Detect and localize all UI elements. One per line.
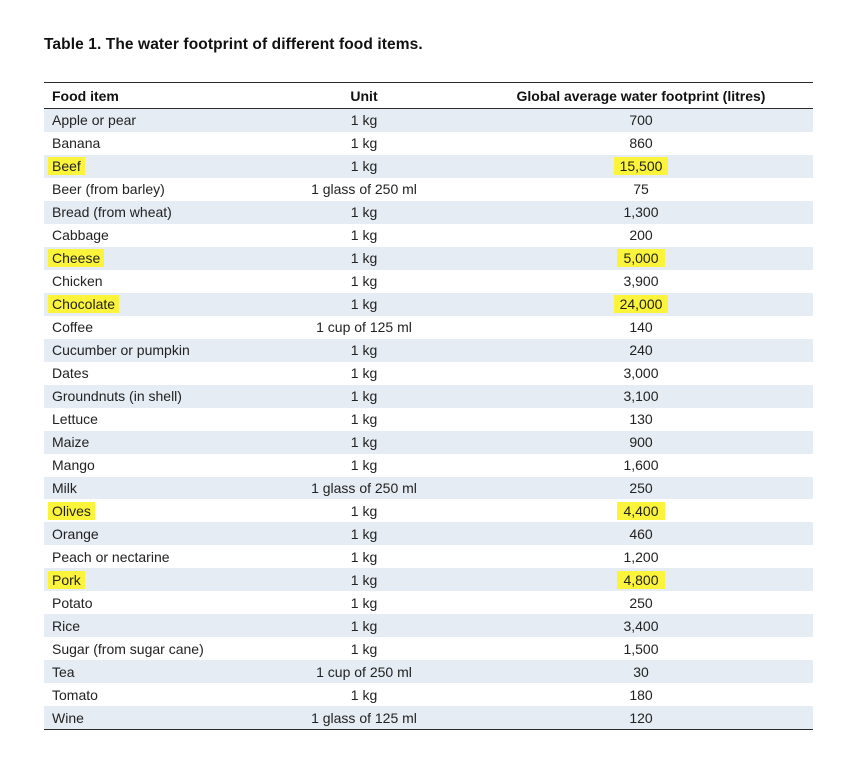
water-footprint-cell: [469, 227, 813, 243]
water-footprint-value: 240: [629, 342, 653, 359]
food-item-text: Groundnuts (in shell): [52, 388, 182, 405]
food-item-cell: [44, 549, 259, 565]
water-footprint-value: 900: [629, 434, 653, 451]
water-footprint-cell: [469, 572, 813, 588]
table-row: [44, 270, 813, 293]
table-row: [44, 499, 813, 522]
water-footprint-cell: [469, 388, 813, 404]
table-row: [44, 201, 813, 224]
food-item-text: Beef: [48, 157, 85, 175]
water-footprint-value: 1,300: [623, 204, 659, 221]
unit-cell: 1 glass of 250 ml: [311, 181, 417, 198]
water-footprint-cell: [469, 112, 813, 128]
table-row: [44, 477, 813, 500]
unit-cell: 1 kg: [350, 112, 378, 129]
table-row: [44, 293, 813, 316]
food-item-cell: [44, 365, 259, 381]
unit-cell: 1 glass of 250 ml: [311, 479, 417, 496]
water-footprint-value: 130: [629, 411, 653, 428]
water-footprint-value: 3,900: [623, 273, 659, 290]
unit-cell: 1 kg: [350, 617, 378, 634]
table-row: [44, 591, 813, 614]
water-footprint-value: 200: [629, 227, 653, 244]
water-footprint-value: 5,000: [617, 249, 664, 267]
water-footprint-value: 3,400: [623, 617, 659, 634]
food-item-text: Tomato: [52, 686, 98, 703]
food-item-text: Cucumber or pumpkin: [52, 342, 190, 359]
food-item-cell: [44, 503, 259, 519]
water-footprint-value: 3,000: [623, 365, 659, 382]
unit-cell: 1 kg: [350, 365, 378, 382]
water-footprint-cell: [469, 135, 813, 151]
food-item-cell: [44, 296, 259, 312]
table-row: [44, 316, 813, 339]
water-footprint-cell: [469, 687, 813, 703]
unit-cell: 1 kg: [350, 525, 378, 542]
food-item-text: Wine: [52, 709, 84, 726]
food-item-cell: [44, 618, 259, 634]
table-row: [44, 431, 813, 454]
water-footprint-cell: [469, 457, 813, 473]
header-water-footprint: Global average water footprint (litres): [516, 87, 766, 104]
water-footprint-value: 140: [629, 319, 653, 336]
unit-cell: 1 kg: [350, 548, 378, 565]
food-item-cell: [44, 112, 259, 128]
food-item-text: Pork: [48, 571, 85, 589]
water-footprint-value: 4,400: [617, 502, 664, 520]
unit-cell: 1 cup of 250 ml: [316, 663, 412, 680]
water-footprint-cell: [469, 365, 813, 381]
food-item-cell: [44, 664, 259, 680]
food-item-text: Milk: [52, 479, 77, 496]
food-item-text: Orange: [52, 525, 99, 542]
food-item-cell: [44, 181, 259, 197]
food-item-text: Rice: [52, 617, 81, 634]
food-item-cell: [44, 710, 259, 726]
water-footprint-cell: [469, 618, 813, 634]
food-item-text: Cabbage: [52, 227, 109, 244]
water-footprint-cell: [469, 296, 813, 312]
food-item-text: Mango: [52, 457, 95, 474]
table-row: [44, 385, 813, 408]
water-footprint-cell: [469, 158, 813, 174]
water-footprint-value: 3,100: [623, 388, 659, 405]
water-footprint-value: 860: [629, 135, 653, 152]
food-item-cell: [44, 204, 259, 220]
unit-cell: 1 kg: [350, 296, 378, 313]
water-footprint-cell: [469, 181, 813, 197]
table-row: [44, 155, 813, 178]
table-row: [44, 660, 813, 683]
food-item-text: Maize: [52, 434, 90, 451]
food-item-cell: [44, 250, 259, 266]
food-item-text: Dates: [52, 365, 89, 382]
food-item-text: Olives: [48, 502, 95, 520]
food-item-cell: [44, 273, 259, 289]
food-item-cell: [44, 572, 259, 588]
food-item-text: Tea: [52, 663, 75, 680]
unit-cell: 1 kg: [350, 640, 378, 657]
water-footprint-cell: [469, 342, 813, 358]
water-footprint-cell: [469, 664, 813, 680]
water-footprint-value: 24,000: [614, 295, 669, 313]
food-item-cell: [44, 319, 259, 335]
unit-cell: 1 kg: [350, 204, 378, 221]
food-item-cell: [44, 434, 259, 450]
unit-cell: 1 kg: [350, 594, 378, 611]
food-item-text: Coffee: [52, 319, 93, 336]
water-footprint-cell: [469, 319, 813, 335]
water-footprint-table: [44, 82, 813, 730]
table-row: [44, 247, 813, 270]
unit-cell: 1 kg: [350, 227, 378, 244]
water-footprint-value: 700: [629, 112, 653, 129]
water-footprint-value: 4,800: [617, 571, 664, 589]
unit-cell: 1 kg: [350, 502, 378, 519]
food-item-text: Lettuce: [52, 411, 98, 428]
food-item-cell: [44, 135, 259, 151]
water-footprint-value: 30: [633, 663, 649, 680]
table-row: [44, 339, 813, 362]
water-footprint-value: 1,500: [623, 640, 659, 657]
water-footprint-cell: [469, 480, 813, 496]
table-row: [44, 224, 813, 247]
unit-cell: 1 kg: [350, 250, 378, 267]
table-row: [44, 614, 813, 637]
water-footprint-cell: [469, 595, 813, 611]
header-unit: Unit: [350, 87, 378, 104]
water-footprint-cell: [469, 549, 813, 565]
food-item-cell: [44, 526, 259, 542]
water-footprint-cell: [469, 503, 813, 519]
food-item-text: Potato: [52, 594, 93, 611]
food-item-text: Chocolate: [48, 295, 119, 313]
food-item-text: Beer (from barley): [52, 181, 165, 198]
unit-cell: 1 kg: [350, 571, 378, 588]
table-row: [44, 637, 813, 660]
unit-cell: 1 kg: [350, 388, 378, 405]
unit-cell: 1 kg: [350, 686, 378, 703]
table-body: [44, 109, 813, 729]
table-row: [44, 683, 813, 706]
water-footprint-value: 180: [629, 686, 653, 703]
header-food-item: Food item: [52, 87, 119, 104]
table-title: Table 1. The water footprint of different food items.: [44, 36, 423, 53]
water-footprint-value: 1,600: [623, 457, 659, 474]
unit-cell: 1 kg: [350, 411, 378, 428]
water-footprint-cell: [469, 641, 813, 657]
water-footprint-cell: [469, 710, 813, 726]
food-item-text: Cheese: [48, 249, 104, 267]
food-item-text: Bread (from wheat): [52, 204, 172, 221]
unit-cell: 1 kg: [350, 135, 378, 152]
table-header-row: [44, 83, 813, 109]
food-item-text: Apple or pear: [52, 112, 137, 129]
unit-cell: 1 glass of 125 ml: [311, 709, 417, 726]
water-footprint-cell: [469, 250, 813, 266]
water-footprint-value: 75: [633, 181, 649, 198]
water-footprint-cell: [469, 526, 813, 542]
table-row: [44, 109, 813, 132]
table-row: [44, 522, 813, 545]
food-item-text: Sugar (from sugar cane): [52, 640, 204, 657]
water-footprint-value: 250: [629, 479, 653, 496]
food-item-cell: [44, 480, 259, 496]
water-footprint-value: 250: [629, 594, 653, 611]
unit-cell: 1 kg: [350, 434, 378, 451]
unit-cell: 1 kg: [350, 457, 378, 474]
food-item-text: Chicken: [52, 273, 103, 290]
table-row: [44, 362, 813, 385]
table-row: [44, 178, 813, 201]
food-item-cell: [44, 227, 259, 243]
table-row: [44, 545, 813, 568]
water-footprint-value: 460: [629, 525, 653, 542]
food-item-cell: [44, 687, 259, 703]
water-footprint-cell: [469, 273, 813, 289]
food-item-cell: [44, 641, 259, 657]
food-item-cell: [44, 411, 259, 427]
water-footprint-cell: [469, 434, 813, 450]
table-row: [44, 132, 813, 155]
water-footprint-value: 1,200: [623, 548, 659, 565]
table-row: [44, 706, 813, 729]
table-row: [44, 454, 813, 477]
unit-cell: 1 cup of 125 ml: [316, 319, 412, 336]
food-item-cell: [44, 158, 259, 174]
table-row: [44, 408, 813, 431]
unit-cell: 1 kg: [350, 158, 378, 175]
food-item-text: Banana: [52, 135, 101, 152]
unit-cell: 1 kg: [350, 342, 378, 359]
food-item-cell: [44, 388, 259, 404]
water-footprint-value: 120: [629, 709, 653, 726]
food-item-cell: [44, 342, 259, 358]
water-footprint-value: 15,500: [614, 157, 669, 175]
food-item-cell: [44, 595, 259, 611]
water-footprint-cell: [469, 204, 813, 220]
food-item-cell: [44, 457, 259, 473]
table-row: [44, 568, 813, 591]
water-footprint-cell: [469, 411, 813, 427]
unit-cell: 1 kg: [350, 273, 378, 290]
food-item-text: Peach or nectarine: [52, 548, 170, 565]
